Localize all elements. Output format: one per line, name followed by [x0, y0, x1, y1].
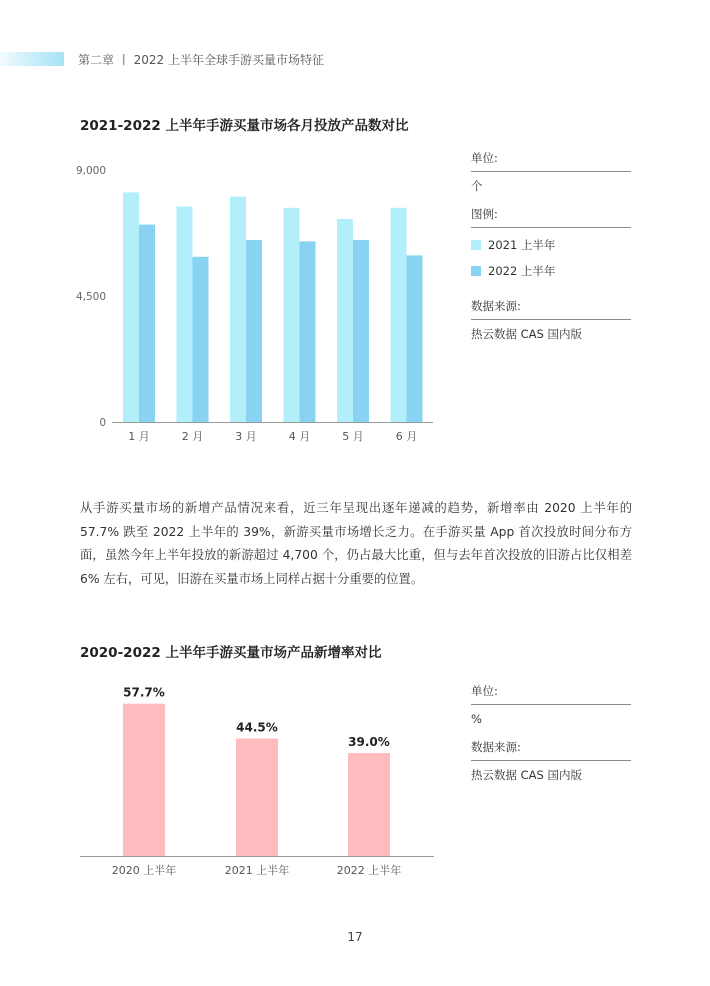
source-label-2: 数据来源: [471, 739, 631, 761]
bar-2022-m6 [407, 255, 423, 422]
chart1-side-panel [471, 150, 631, 352]
bar-2020-上半年 [123, 704, 165, 856]
data-label: 57.7% [123, 685, 165, 700]
bar-2021-m5 [337, 219, 353, 422]
y-tick-label: 9,000 [75, 165, 106, 177]
x-tick-label: 6 月 [395, 430, 418, 443]
legend-item-2021 [471, 232, 631, 258]
data-label: 39.0% [348, 735, 390, 750]
bar-2022-m2 [193, 257, 209, 422]
bar-2022-m1 [139, 225, 155, 422]
bar-2021-m1 [123, 192, 139, 422]
legend-label-2021: 2021 上半年 [488, 238, 556, 252]
chart2-side-panel [471, 683, 631, 793]
bar-2021-上半年 [236, 739, 278, 856]
chart2-title: 2020-2022 上半年手游买量市场产品新增率对比 [80, 645, 382, 661]
x-tick-label: 2 月 [181, 430, 204, 443]
source-value: 热云数据 CAS 国内版 [471, 327, 583, 341]
bar-2021-m4 [284, 208, 300, 422]
unit-label-2: 单位: [471, 683, 631, 705]
legend-swatch-2022 [471, 266, 481, 276]
y-tick-label: 4,500 [75, 291, 106, 303]
bar-2022-上半年 [348, 753, 390, 856]
y-tick-label: 0 [99, 417, 106, 429]
chart1-title: 2021-2022 上半年手游买量市场各月投放产品数对比 [80, 118, 409, 134]
x-tick-label: 2022 上半年 [336, 864, 402, 877]
x-tick-label: 5 月 [342, 430, 364, 443]
unit-label: 单位: [471, 150, 631, 172]
bar-2022-m3 [246, 240, 262, 422]
x-tick-label: 2021 上半年 [224, 864, 290, 877]
x-tick-label: 4 月 [288, 430, 311, 443]
x-tick-label: 2020 上半年 [111, 864, 177, 877]
unit-value: 个 [471, 179, 483, 193]
bar-2021-m2 [177, 206, 193, 422]
unit-value-2: % [471, 712, 482, 726]
x-tick-label: 3 月 [235, 430, 257, 443]
legend [471, 228, 631, 290]
legend-label-2022: 2022 上半年 [488, 264, 556, 278]
legend-swatch-2021 [471, 240, 481, 250]
bar-2022-m5 [353, 240, 369, 422]
chapter-header: 第二章 丨 2022 上半年全球手游买量市场特征 [78, 53, 324, 67]
x-tick-label: 1 月 [128, 430, 150, 443]
bar-2022-m4 [300, 241, 316, 422]
bar-2021-m3 [230, 197, 246, 422]
data-label: 44.5% [236, 720, 278, 735]
page-number: 17 [347, 930, 363, 944]
bar-2021-m6 [391, 208, 407, 422]
source-value-2: 热云数据 CAS 国内版 [471, 768, 583, 782]
body-paragraph: 从手游买量市场的新增产品情况来看，近三年呈现出逐年递减的趋势，新增率由 2020 上半年的 57.7% 跌至 2022 上半年的 39%，新游买量市场增长乏力。在手游买量 App 首次投放时间分布方面，虽然今年上半年投放的新游超过 4,700 个，仍占最大比重，但与去年首次投放的旧游占比仅相差 6% 左右，可见，旧游在买量市场上同样占据十分重要的位置。 [80, 501, 632, 586]
legend-label: 图例: [471, 206, 631, 228]
source-label: 数据来源: [471, 298, 631, 320]
legend-item-2022 [471, 258, 631, 284]
